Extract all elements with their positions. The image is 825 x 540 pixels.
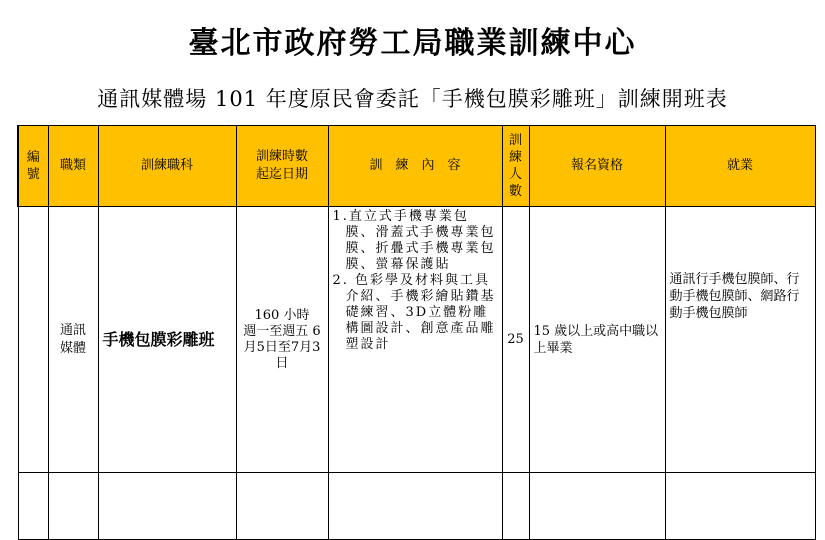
dates-text: 週一至週五 6月5日至7月3日 [243,323,321,371]
header-content: 訓 練 內 容 [328,126,502,207]
cell-employment: 通訊行手機包膜師、行動手機包膜師、網路行動手機包膜師 [665,207,815,473]
hours-text: 160 小時 [254,307,310,323]
cell-course: 手機包膜彩雕班 [98,207,236,473]
table-row [18,207,815,473]
content-item-1: 1.直立式手機專業包膜、滑蓋式手機專業包膜、折疊式手機專業包膜、螢幕保護貼 [332,209,496,272]
header-row [18,126,815,207]
header-qualification: 報名資格 [529,126,665,207]
cell-hours-dates [236,207,328,473]
page-subtitle: 通訊媒體場 101 年度原民會委託「手機包膜彩雕班」訓練開班表 [97,87,728,111]
cell-content [328,207,502,473]
cell-index [18,207,48,473]
header-index: 編號 [18,126,48,207]
content-item-2: 2. 色彩學及材料與工具介紹、手機彩繪貼鑽基礎練習、3D立體粉雕構圖設計、創意產品雕塑設計 [332,273,496,352]
header-trainees: 訓練人數 [502,126,529,207]
header-course: 訓練職科 [98,126,236,207]
cell-category: 通訊 媒體 [48,207,98,473]
header-category: 職類 [48,126,98,207]
cell-qualification: 15 歲以上或高中職以上畢業 [529,207,665,473]
schedule-table [17,125,816,540]
header-hours: 訓練時數 [255,149,308,164]
header-hours-dates [236,126,328,207]
cell-trainees: 25 [502,207,529,473]
header-employment: 就業 [665,126,815,207]
header-dates: 起迄日期 [255,167,308,182]
page-title: 臺北市政府勞工局職業訓練中心 [188,26,637,61]
table-row-empty [18,473,815,540]
